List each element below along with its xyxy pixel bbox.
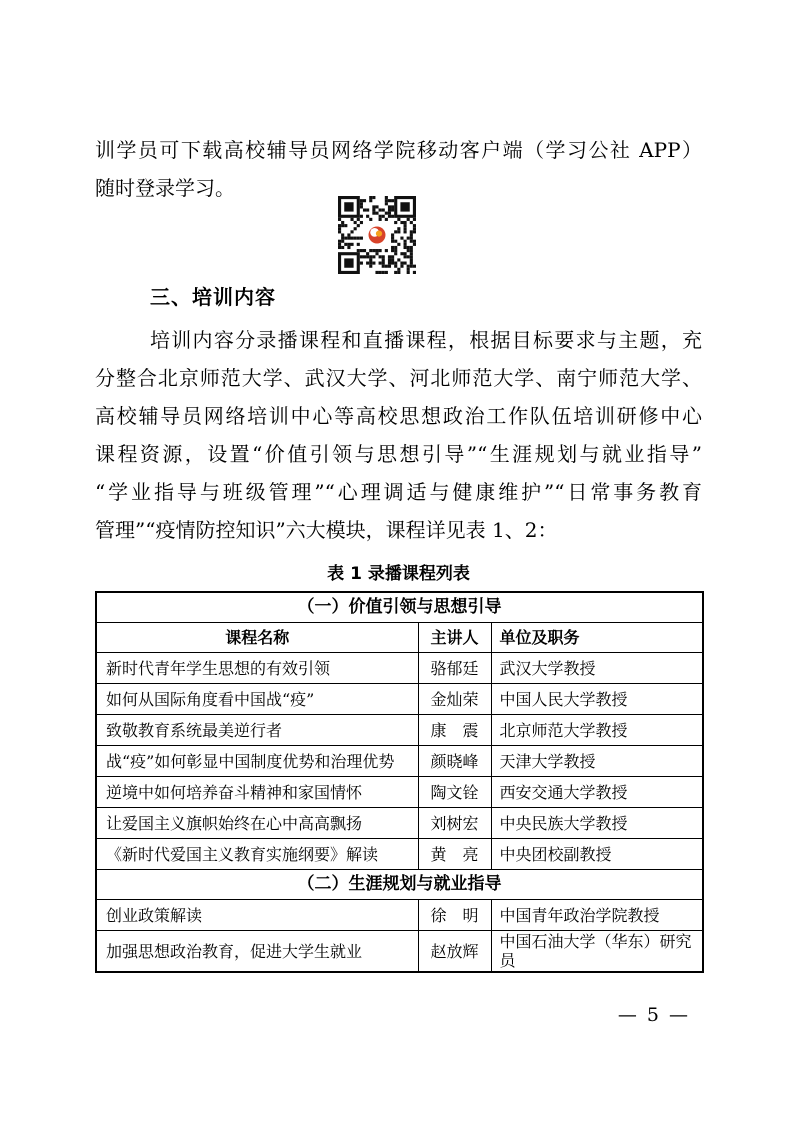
table-section-header: （一）价值引领与思想引导 [96, 592, 703, 623]
course-table [95, 591, 704, 973]
speaker-cell: 徐 明 [418, 900, 491, 931]
table-row [96, 684, 703, 715]
affiliation-cell: 中国人民大学教授 [491, 684, 703, 715]
speaker-cell: 金灿荣 [418, 684, 491, 715]
table-row [96, 900, 703, 931]
speaker-cell: 黄 亮 [418, 839, 491, 870]
paragraph-line: “学业指导与班级管理”“心理调适与健康维护”“日常事务教育 [95, 480, 702, 504]
affiliation-cell: 北京师范大学教授 [491, 715, 703, 746]
affiliation-cell: 中央民族大学教授 [491, 808, 703, 839]
course-cell: 致敬教育系统最美逆行者 [96, 715, 418, 746]
affiliation-cell: 中央团校副教授 [491, 839, 703, 870]
table-header-row [96, 623, 703, 653]
paragraph-line: 训学员可下载高校辅导员网络学院移动客户端（学习公社 APP） [95, 138, 702, 162]
speaker-cell: 康 震 [418, 715, 491, 746]
speaker-cell: 骆郁廷 [418, 653, 491, 684]
column-header-affiliation: 单位及职务 [491, 623, 703, 653]
table-row [96, 839, 703, 870]
intro-paragraph [95, 321, 702, 549]
affiliation-cell: 西安交通大学教授 [491, 777, 703, 808]
table-section-header: （二）生涯规划与就业指导 [96, 870, 703, 900]
table-row [96, 808, 703, 839]
paragraph-line: 分整合北京师范大学、武汉大学、河北师范大学、南宁师范大学、 [95, 366, 702, 390]
paragraph-line: 课程资源，设置“价值引领与思想引导”“生涯规划与就业指导” [95, 442, 702, 466]
table-row [96, 715, 703, 746]
paragraph-line: 管理”“疫情防控知识”六大模块，课程详见表 1、2： [95, 518, 558, 542]
course-cell: 战“疫”如何彰显中国制度优势和治理优势 [96, 746, 418, 777]
column-header-course: 课程名称 [96, 623, 418, 653]
page-number: — 5 — [617, 1004, 690, 1026]
section-heading: 三、培训内容 [150, 285, 276, 309]
speaker-cell: 颜晓峰 [418, 746, 491, 777]
table-row [96, 746, 703, 777]
course-cell: 新时代青年学生思想的有效引领 [96, 653, 418, 684]
table-section-row [96, 870, 703, 900]
table-row [96, 931, 703, 973]
course-cell: 如何从国际角度看中国战“疫” [96, 684, 418, 715]
course-cell: 加强思想政治教育，促进大学生就业 [96, 931, 418, 973]
speaker-cell: 陶文铨 [418, 777, 491, 808]
speaker-cell: 刘树宏 [418, 808, 491, 839]
affiliation-cell: 武汉大学教授 [491, 653, 703, 684]
qr-code-image [338, 196, 416, 274]
paragraph-line: 随时登录学习。 [95, 176, 235, 200]
column-header-speaker: 主讲人 [418, 623, 491, 653]
table-row [96, 777, 703, 808]
affiliation-cell: 中国青年政治学院教授 [491, 900, 703, 931]
paragraph-line: 培训内容分录播课程和直播课程，根据目标要求与主题，充 [150, 328, 702, 352]
course-cell: 让爱国主义旗帜始终在心中高高飘扬 [96, 808, 418, 839]
course-cell: 创业政策解读 [96, 900, 418, 931]
table-section-row [96, 592, 703, 623]
table-row [96, 653, 703, 684]
speaker-cell: 赵放辉 [418, 931, 491, 973]
paragraph-line: 高校辅导员网络培训中心等高校思想政治工作队伍培训研修中心 [95, 404, 702, 428]
course-cell: 《新时代爱国主义教育实施纲要》解读 [96, 839, 418, 870]
affiliation-cell: 天津大学教授 [491, 746, 703, 777]
table-title: 表 1 录播课程列表 [327, 564, 470, 584]
course-cell: 逆境中如何培养奋斗精神和家国情怀 [96, 777, 418, 808]
affiliation-cell: 中国石油大学（华东）研究员 [491, 931, 703, 973]
